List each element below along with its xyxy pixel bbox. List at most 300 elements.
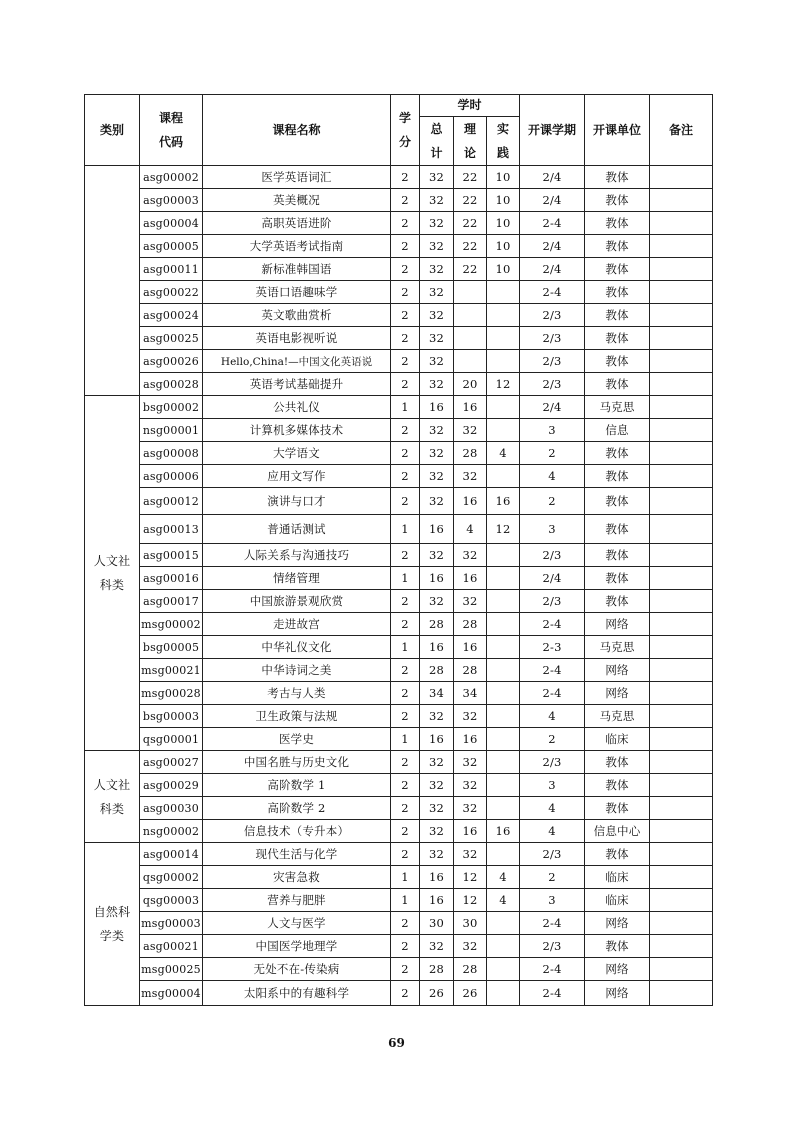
remarks-cell — [650, 889, 713, 912]
theory-cell: 28 — [454, 442, 487, 465]
table-row — [85, 212, 713, 235]
table-header — [85, 95, 713, 166]
practice-cell: 10 — [487, 235, 520, 258]
remarks-cell — [650, 682, 713, 705]
theory-cell: 16 — [454, 636, 487, 659]
practice-cell — [487, 843, 520, 866]
semester-cell: 3 — [520, 889, 585, 912]
table-row — [85, 258, 713, 281]
table-row — [85, 465, 713, 488]
header-remarks: 备注 — [650, 95, 713, 166]
practice-cell — [487, 544, 520, 567]
credit-cell: 2 — [391, 820, 420, 843]
remarks-cell — [650, 912, 713, 935]
theory-cell: 16 — [454, 728, 487, 751]
code-cell: msg00021 — [140, 659, 203, 682]
remarks-cell — [650, 544, 713, 567]
remarks-cell — [650, 442, 713, 465]
theory-cell: 22 — [454, 212, 487, 235]
header-practice — [487, 117, 520, 166]
total-cell: 32 — [420, 488, 454, 515]
semester-cell: 3 — [520, 515, 585, 544]
credit-cell: 2 — [391, 705, 420, 728]
theory-cell: 28 — [454, 659, 487, 682]
semester-cell: 2 — [520, 442, 585, 465]
unit-cell: 教体 — [585, 442, 650, 465]
remarks-cell — [650, 774, 713, 797]
credit-cell: 1 — [391, 728, 420, 751]
total-cell: 32 — [420, 166, 454, 189]
practice-cell — [487, 281, 520, 304]
total-cell: 16 — [420, 636, 454, 659]
code-cell: asg00013 — [140, 515, 203, 544]
total-cell: 32 — [420, 590, 454, 613]
semester-cell: 4 — [520, 465, 585, 488]
name-cell: 信息技术（专升本） — [203, 820, 391, 843]
table-row — [85, 350, 713, 373]
code-cell: asg00015 — [140, 544, 203, 567]
header-code-line1: 课程 — [158, 111, 183, 125]
code-cell: asg00008 — [140, 442, 203, 465]
total-cell: 32 — [420, 442, 454, 465]
credit-cell: 2 — [391, 373, 420, 396]
header-credit-line2: 分 — [398, 135, 411, 149]
table-row — [85, 866, 713, 889]
name-cell: Hello,China!—中国文化英语说 — [203, 350, 391, 373]
code-cell: nsg00002 — [140, 820, 203, 843]
total-cell: 28 — [420, 613, 454, 636]
practice-cell — [487, 981, 520, 1006]
practice-cell — [487, 613, 520, 636]
elective-course-table — [84, 94, 713, 1006]
remarks-cell — [650, 373, 713, 396]
semester-cell: 2-4 — [520, 281, 585, 304]
credit-cell: 2 — [391, 544, 420, 567]
remarks-cell — [650, 958, 713, 981]
remarks-cell — [650, 189, 713, 212]
unit-cell: 信息 — [585, 419, 650, 442]
name-cell: 中华诗词之美 — [203, 659, 391, 682]
practice-cell — [487, 636, 520, 659]
total-cell: 16 — [420, 866, 454, 889]
credit-cell: 2 — [391, 442, 420, 465]
unit-cell: 教体 — [585, 258, 650, 281]
table-row — [85, 515, 713, 544]
total-cell: 16 — [420, 567, 454, 590]
theory-cell: 32 — [454, 797, 487, 820]
remarks-cell — [650, 235, 713, 258]
theory-cell: 22 — [454, 258, 487, 281]
header-credit — [391, 95, 420, 166]
practice-cell: 4 — [487, 442, 520, 465]
semester-cell: 3 — [520, 774, 585, 797]
practice-cell — [487, 705, 520, 728]
semester-cell: 4 — [520, 820, 585, 843]
remarks-cell — [650, 327, 713, 350]
total-cell: 32 — [420, 258, 454, 281]
name-cell: 高阶数学 1 — [203, 774, 391, 797]
theory-cell: 32 — [454, 843, 487, 866]
total-cell: 32 — [420, 465, 454, 488]
remarks-cell — [650, 728, 713, 751]
name-cell: 医学英语词汇 — [203, 166, 391, 189]
theory-cell: 22 — [454, 235, 487, 258]
table-row — [85, 442, 713, 465]
total-cell: 32 — [420, 705, 454, 728]
practice-cell: 16 — [487, 488, 520, 515]
remarks-cell — [650, 166, 713, 189]
code-cell: asg00003 — [140, 189, 203, 212]
practice-cell — [487, 935, 520, 958]
unit-cell: 教体 — [585, 327, 650, 350]
code-cell: qsg00003 — [140, 889, 203, 912]
unit-cell: 教体 — [585, 515, 650, 544]
total-cell: 34 — [420, 682, 454, 705]
semester-cell: 2-4 — [520, 912, 585, 935]
practice-cell — [487, 958, 520, 981]
table-row — [85, 189, 713, 212]
credit-cell: 2 — [391, 488, 420, 515]
total-cell: 32 — [420, 843, 454, 866]
table-row — [85, 396, 713, 419]
table-row — [85, 843, 713, 866]
credit-cell: 2 — [391, 212, 420, 235]
code-cell: asg00016 — [140, 567, 203, 590]
theory-cell — [454, 281, 487, 304]
name-cell: 英文歌曲赏析 — [203, 304, 391, 327]
credit-cell: 2 — [391, 350, 420, 373]
remarks-cell — [650, 350, 713, 373]
credit-cell: 2 — [391, 304, 420, 327]
semester-cell: 2/3 — [520, 350, 585, 373]
code-cell: msg00004 — [140, 981, 203, 1006]
remarks-cell — [650, 751, 713, 774]
remarks-cell — [650, 258, 713, 281]
credit-cell: 2 — [391, 958, 420, 981]
code-cell: asg00011 — [140, 258, 203, 281]
name-cell: 普通话测试 — [203, 515, 391, 544]
unit-cell: 教体 — [585, 189, 650, 212]
unit-cell: 网络 — [585, 958, 650, 981]
remarks-cell — [650, 488, 713, 515]
theory-cell: 28 — [454, 613, 487, 636]
total-cell: 32 — [420, 751, 454, 774]
semester-cell: 2/4 — [520, 396, 585, 419]
remarks-cell — [650, 981, 713, 1006]
name-cell: 中国医学地理学 — [203, 935, 391, 958]
credit-cell: 1 — [391, 889, 420, 912]
table-row — [85, 567, 713, 590]
header-code-line2: 代码 — [158, 135, 183, 149]
name-cell: 公共礼仪 — [203, 396, 391, 419]
remarks-cell — [650, 866, 713, 889]
category-cell — [85, 396, 140, 751]
practice-cell — [487, 751, 520, 774]
total-cell: 32 — [420, 327, 454, 350]
theory-cell: 12 — [454, 866, 487, 889]
page-number: 69 — [388, 1036, 405, 1050]
credit-cell: 2 — [391, 797, 420, 820]
table-row — [85, 889, 713, 912]
semester-cell: 2/3 — [520, 935, 585, 958]
semester-cell: 2/3 — [520, 843, 585, 866]
code-cell: asg00021 — [140, 935, 203, 958]
practice-cell — [487, 659, 520, 682]
name-cell: 营养与肥胖 — [203, 889, 391, 912]
practice-cell — [487, 327, 520, 350]
theory-cell: 32 — [454, 774, 487, 797]
credit-cell: 2 — [391, 751, 420, 774]
name-cell: 新标准韩国语 — [203, 258, 391, 281]
table-row — [85, 166, 713, 189]
semester-cell: 2-4 — [520, 981, 585, 1006]
total-cell: 32 — [420, 820, 454, 843]
practice-cell — [487, 304, 520, 327]
practice-cell — [487, 567, 520, 590]
semester-cell: 4 — [520, 705, 585, 728]
credit-cell: 2 — [391, 843, 420, 866]
practice-cell — [487, 396, 520, 419]
theory-cell: 16 — [454, 396, 487, 419]
unit-cell: 马克思 — [585, 396, 650, 419]
category-line1: 自然科 — [93, 905, 131, 919]
table-row — [85, 820, 713, 843]
name-cell: 英语电影视听说 — [203, 327, 391, 350]
credit-cell: 2 — [391, 774, 420, 797]
credit-cell: 2 — [391, 465, 420, 488]
remarks-cell — [650, 705, 713, 728]
credit-cell: 2 — [391, 590, 420, 613]
credit-cell: 1 — [391, 396, 420, 419]
total-cell: 32 — [420, 797, 454, 820]
total-cell: 30 — [420, 912, 454, 935]
total-cell: 26 — [420, 981, 454, 1006]
code-cell: asg00005 — [140, 235, 203, 258]
remarks-cell — [650, 797, 713, 820]
theory-cell: 12 — [454, 889, 487, 912]
theory-cell: 32 — [454, 419, 487, 442]
semester-cell: 2-4 — [520, 659, 585, 682]
table-row — [85, 488, 713, 515]
table-row — [85, 590, 713, 613]
table-row — [85, 373, 713, 396]
practice-cell: 12 — [487, 373, 520, 396]
code-cell: asg00012 — [140, 488, 203, 515]
theory-cell: 22 — [454, 166, 487, 189]
semester-cell: 2/3 — [520, 590, 585, 613]
header-total-line1: 总 — [430, 122, 443, 136]
unit-cell: 教体 — [585, 235, 650, 258]
semester-cell: 2/3 — [520, 544, 585, 567]
practice-cell: 4 — [487, 889, 520, 912]
unit-cell: 临床 — [585, 728, 650, 751]
semester-cell: 2-4 — [520, 958, 585, 981]
code-cell: asg00030 — [140, 797, 203, 820]
remarks-cell — [650, 304, 713, 327]
credit-cell: 2 — [391, 281, 420, 304]
theory-cell: 16 — [454, 567, 487, 590]
semester-cell: 2-4 — [520, 613, 585, 636]
table-row — [85, 281, 713, 304]
semester-cell: 2-4 — [520, 212, 585, 235]
header-practice-line1: 实 — [497, 122, 510, 136]
table-row — [85, 751, 713, 774]
remarks-cell — [650, 396, 713, 419]
name-cell: 无处不在-传染病 — [203, 958, 391, 981]
practice-cell — [487, 774, 520, 797]
remarks-cell — [650, 567, 713, 590]
practice-cell: 16 — [487, 820, 520, 843]
credit-cell: 2 — [391, 912, 420, 935]
semester-cell: 2/3 — [520, 304, 585, 327]
unit-cell: 教体 — [585, 465, 650, 488]
total-cell: 16 — [420, 515, 454, 544]
total-cell: 32 — [420, 189, 454, 212]
code-cell: qsg00001 — [140, 728, 203, 751]
semester-cell: 2/3 — [520, 751, 585, 774]
unit-cell: 网络 — [585, 659, 650, 682]
semester-cell: 2/4 — [520, 189, 585, 212]
semester-cell: 2/3 — [520, 373, 585, 396]
table-body — [85, 166, 713, 1006]
unit-cell: 教体 — [585, 590, 650, 613]
header-category: 类别 — [85, 95, 140, 166]
code-cell: asg00006 — [140, 465, 203, 488]
total-cell: 32 — [420, 935, 454, 958]
header-theory — [454, 117, 487, 166]
code-cell: asg00004 — [140, 212, 203, 235]
remarks-cell — [650, 636, 713, 659]
practice-cell — [487, 465, 520, 488]
table-row — [85, 419, 713, 442]
code-cell: asg00027 — [140, 751, 203, 774]
total-cell: 32 — [420, 281, 454, 304]
remarks-cell — [650, 613, 713, 636]
table-row — [85, 235, 713, 258]
unit-cell: 教体 — [585, 304, 650, 327]
category-line2: 科类 — [99, 578, 125, 592]
code-cell: bsg00002 — [140, 396, 203, 419]
table-row — [85, 912, 713, 935]
unit-cell: 教体 — [585, 488, 650, 515]
code-cell: asg00022 — [140, 281, 203, 304]
table-row — [85, 659, 713, 682]
credit-cell: 2 — [391, 935, 420, 958]
total-cell: 32 — [420, 235, 454, 258]
category-line1: 人文社 — [93, 554, 131, 568]
practice-cell: 12 — [487, 515, 520, 544]
unit-cell: 教体 — [585, 843, 650, 866]
semester-cell: 2/4 — [520, 235, 585, 258]
unit-cell: 临床 — [585, 866, 650, 889]
name-cell: 现代生活与化学 — [203, 843, 391, 866]
total-cell: 28 — [420, 958, 454, 981]
name-cell: 考古与人类 — [203, 682, 391, 705]
practice-cell — [487, 728, 520, 751]
header-credit-line1: 学 — [398, 111, 411, 125]
code-cell: asg00028 — [140, 373, 203, 396]
credit-cell: 1 — [391, 567, 420, 590]
unit-cell: 网络 — [585, 912, 650, 935]
name-cell: 人文与医学 — [203, 912, 391, 935]
unit-cell: 教体 — [585, 281, 650, 304]
unit-cell: 马克思 — [585, 705, 650, 728]
table-row — [85, 958, 713, 981]
practice-cell — [487, 682, 520, 705]
semester-cell: 2 — [520, 866, 585, 889]
theory-cell: 22 — [454, 189, 487, 212]
table-row — [85, 981, 713, 1006]
total-cell: 32 — [420, 350, 454, 373]
table-row — [85, 636, 713, 659]
practice-cell — [487, 419, 520, 442]
name-cell: 中国旅游景观欣赏 — [203, 590, 391, 613]
semester-cell: 2-4 — [520, 682, 585, 705]
credit-cell: 2 — [391, 613, 420, 636]
header-total-line2: 计 — [430, 146, 443, 160]
semester-cell: 2/3 — [520, 327, 585, 350]
theory-cell: 16 — [454, 488, 487, 515]
total-cell: 16 — [420, 889, 454, 912]
unit-cell: 教体 — [585, 774, 650, 797]
practice-cell: 10 — [487, 212, 520, 235]
theory-cell — [454, 350, 487, 373]
unit-cell: 网络 — [585, 682, 650, 705]
credit-cell: 2 — [391, 235, 420, 258]
semester-cell: 2/4 — [520, 567, 585, 590]
code-cell: msg00002 — [140, 613, 203, 636]
category-cell — [85, 751, 140, 843]
theory-cell: 32 — [454, 705, 487, 728]
header-name: 课程名称 — [203, 95, 391, 166]
code-cell: bsg00005 — [140, 636, 203, 659]
name-cell: 人际关系与沟通技巧 — [203, 544, 391, 567]
code-cell: nsg00001 — [140, 419, 203, 442]
theory-cell: 26 — [454, 981, 487, 1006]
name-cell: 英美概况 — [203, 189, 391, 212]
remarks-cell — [650, 419, 713, 442]
theory-cell: 20 — [454, 373, 487, 396]
total-cell: 32 — [420, 373, 454, 396]
category-line1: 人文社 — [93, 777, 131, 792]
code-cell: msg00028 — [140, 682, 203, 705]
unit-cell: 教体 — [585, 567, 650, 590]
credit-cell: 2 — [391, 682, 420, 705]
table-row — [85, 613, 713, 636]
credit-cell: 1 — [391, 515, 420, 544]
unit-cell: 教体 — [585, 373, 650, 396]
total-cell: 32 — [420, 774, 454, 797]
practice-cell: 10 — [487, 189, 520, 212]
remarks-cell — [650, 465, 713, 488]
code-cell: bsg00003 — [140, 705, 203, 728]
name-cell: 太阳系中的有趣科学 — [203, 981, 391, 1006]
credit-cell: 2 — [391, 189, 420, 212]
header-theory-line2: 论 — [463, 146, 476, 160]
code-cell: asg00002 — [140, 166, 203, 189]
credit-cell: 1 — [391, 866, 420, 889]
unit-cell: 临床 — [585, 889, 650, 912]
unit-cell: 教体 — [585, 751, 650, 774]
credit-cell: 2 — [391, 981, 420, 1006]
remarks-cell — [650, 590, 713, 613]
total-cell: 32 — [420, 304, 454, 327]
practice-cell: 10 — [487, 258, 520, 281]
remarks-cell — [650, 281, 713, 304]
name-cell: 大学语文 — [203, 442, 391, 465]
code-cell: asg00017 — [140, 590, 203, 613]
table-row — [85, 544, 713, 567]
